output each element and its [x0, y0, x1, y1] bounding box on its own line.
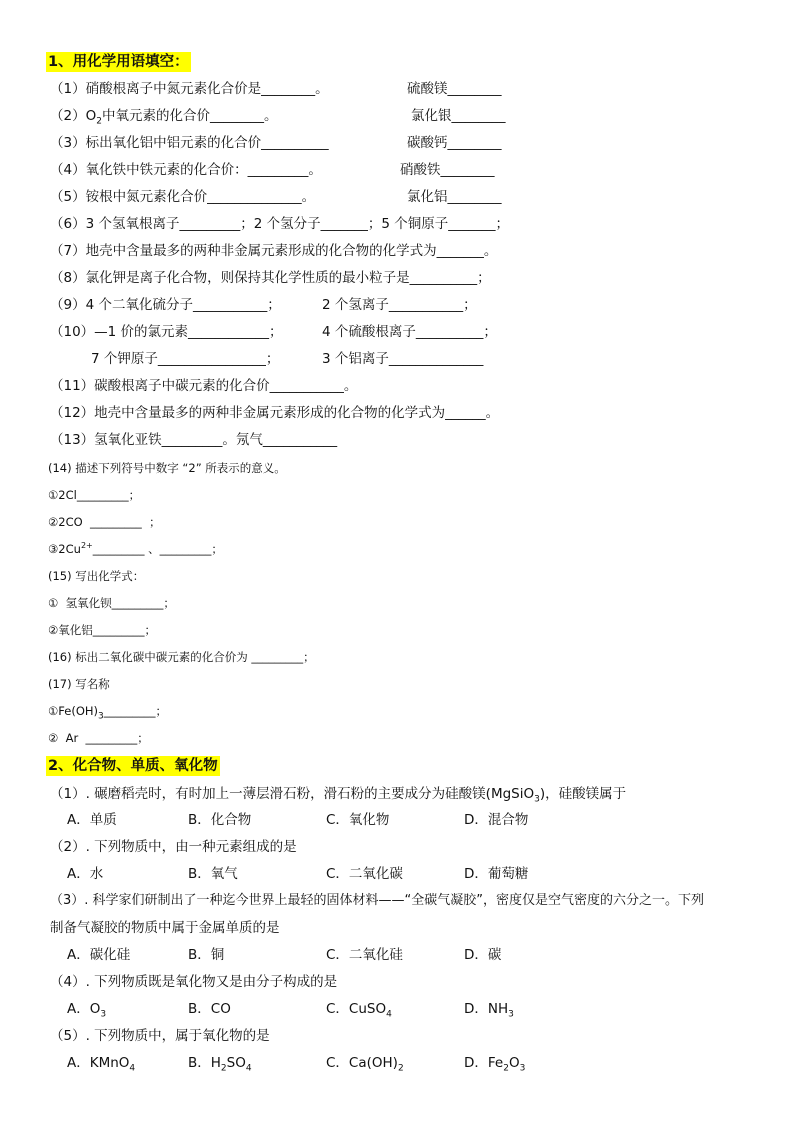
question-tail: _________；: [103, 704, 168, 718]
formula: C．CuSO: [326, 1001, 387, 1017]
question-row: [0, 919, 794, 941]
question-stem: （1）. 碾磨稻壳时，有时加上一薄层滑石粉，滑石粉的主要成分为硅酸镁(MgSiO: [50, 786, 535, 802]
formula: D．Fe: [464, 1055, 504, 1071]
question-row: [0, 594, 794, 616]
question-row: [0, 459, 794, 481]
options-row: [0, 1000, 794, 1022]
subscript: 3: [100, 1009, 107, 1020]
options-row: [0, 946, 794, 968]
question-text: （5）铵根中氮元素化合价______________。: [50, 189, 316, 205]
formula: ①Fe(OH): [48, 704, 99, 718]
question-row: [0, 1027, 794, 1049]
subscript: 2: [220, 1063, 227, 1074]
formula: C．Ca(OH): [326, 1055, 398, 1071]
subscript: 2: [397, 1063, 404, 1074]
option-d: D．混合物: [464, 812, 529, 828]
question-text: （10）—1 价的氯元素____________；: [50, 324, 283, 340]
option-d: [464, 1000, 514, 1018]
question-row: [0, 973, 794, 995]
subscript: 4: [386, 1009, 392, 1020]
formula: B．H: [188, 1055, 221, 1071]
question-text: (17) 写名称: [48, 677, 110, 691]
question-text: 氯化铝________: [407, 189, 502, 205]
question-text: ①2Cl_________；: [48, 488, 141, 502]
question-text-continued: 制备气凝胶的物质中属于金属单质的是: [50, 920, 280, 936]
subscript: 3: [519, 1063, 526, 1074]
question-row: [0, 404, 794, 426]
question-row: [0, 107, 794, 129]
question-row: [0, 323, 794, 345]
option-c: C．二氧化硅: [326, 947, 403, 963]
question-row: [0, 296, 794, 318]
question-text: （4）氧化铁中铁元素的化合价：_________。: [50, 162, 322, 178]
question-tail: _________ 、_________；: [92, 542, 223, 556]
options-row: [0, 1054, 794, 1076]
question-text: （1）硝酸根离子中氮元素化合价是________。: [50, 81, 329, 97]
question-text: （7）地壳中含量最多的两种非金属元素形成的化合物的化学式为_______。: [50, 243, 498, 259]
option-c: C．氧化物: [326, 812, 390, 828]
question-row: [0, 567, 794, 589]
question-text: ① 氢氧化钡_________；: [48, 596, 175, 610]
option-d: [464, 1054, 525, 1072]
question-text: （5）. 下列物质中，属于氧化物的是: [50, 1028, 270, 1044]
question-text: （8）氯化钾是离子化合物，则保持其化学性质的最小粒子是__________；: [50, 270, 491, 286]
superscript: 2+: [80, 541, 93, 551]
question-row: [0, 134, 794, 156]
section-1-title: 1、用化学用语填空：: [48, 54, 189, 70]
option-a: A．水: [67, 866, 104, 882]
question-text: ②氧化铝_________；: [48, 623, 157, 637]
subscript: 3: [534, 794, 540, 805]
question-row: [0, 675, 794, 697]
option-b: [188, 1054, 252, 1072]
question-row: [0, 702, 794, 724]
options-row: [0, 865, 794, 887]
question-text: （2）. 下列物质中，由一种元素组成的是: [50, 839, 297, 855]
options-row: [0, 811, 794, 833]
section-2-header: [0, 756, 794, 778]
option-a: A．碳化硅: [67, 947, 131, 963]
option-d: D．碳: [464, 947, 502, 963]
section-2-title: 2、化合物、单质、氧化物: [48, 758, 218, 774]
question-text: （6）3 个氢氧根离子_________；2 个氢分子_______；5 个铜原子_______；: [50, 216, 509, 232]
option-b: [188, 1000, 231, 1018]
question-row: [0, 540, 794, 562]
question-text: 硫酸镁________: [407, 81, 502, 97]
formula-tail: O: [508, 1055, 520, 1071]
question-text: （4）. 下列物质既是氧化物又是由分子构成的是: [50, 974, 338, 990]
formula: ③2Cu: [48, 542, 81, 556]
question-row: [0, 892, 794, 914]
question-row: [0, 80, 794, 102]
question-text: （3）. 科学家们研制出了一种迄今世界上最轻的固体材料——“全碳气凝胶”，密度仅是空气密度的六分之一。下列: [50, 893, 705, 908]
question-text: 4 个硫酸根离子__________；: [322, 324, 497, 340]
question-text: [48, 702, 167, 720]
question-text: 碳酸钙________: [407, 135, 502, 151]
question-row: [0, 215, 794, 237]
option-c: [326, 1054, 404, 1072]
question-text: 硝酸铁________: [400, 162, 495, 178]
question-tail: 中氧元素的化合价________。: [101, 108, 278, 124]
option-a: [67, 1054, 135, 1072]
option-b: B．铜: [188, 947, 225, 963]
question-tail: )，硅酸镁属于: [539, 786, 627, 802]
question-row: [0, 621, 794, 643]
subscript: 2: [503, 1063, 509, 1074]
question-row: [0, 838, 794, 860]
formula: A．KMnO: [67, 1055, 130, 1071]
question-text: （12）地壳中含量最多的两种非金属元素形成的化合物的化学式为______。: [50, 405, 500, 421]
option-b: B．氧气: [188, 866, 238, 882]
question-text: 氯化银________: [411, 108, 506, 124]
question-text: （13）氢氧化亚铁_________。氖气___________: [50, 432, 338, 448]
formula: B．CO: [188, 1001, 231, 1017]
subscript: 4: [245, 1063, 252, 1074]
formula-tail: SO: [226, 1055, 246, 1071]
question-row: [0, 729, 794, 751]
option-a: [67, 1000, 106, 1018]
question-text: ②2CO _________ ；: [48, 515, 161, 529]
question-row: [0, 431, 794, 453]
formula: A．O: [67, 1001, 101, 1017]
question-row: [0, 350, 794, 372]
question-text: (14) 描述下列符号中数字 “2” 所表示的意义。: [48, 461, 286, 475]
question-text: (15) 写出化学式：: [48, 569, 145, 583]
question-row: [0, 269, 794, 291]
option-d: D．葡萄糖: [464, 866, 529, 882]
question-text: (16) 标出二氧化碳中碳元素的化合价为 _________；: [48, 650, 315, 664]
question-text: （3）标出氧化铝中铝元素的化合价__________: [50, 135, 329, 151]
subscript: 3: [508, 1009, 514, 1020]
question-row: [0, 188, 794, 210]
option-a: A．单质: [67, 812, 117, 828]
question-text: [50, 785, 626, 803]
question-row: [0, 242, 794, 264]
question-row: [0, 377, 794, 399]
formula: D．NH: [464, 1001, 509, 1017]
question-text: 3 个铝离子______________: [322, 351, 484, 367]
question-text: [50, 107, 277, 125]
section-1-header: [0, 52, 794, 74]
question-row: [0, 486, 794, 508]
question-text: （9）4 个二氧化硫分子___________；: [50, 297, 281, 313]
question-text: ② Ar _________；: [48, 731, 149, 745]
question-row: [0, 648, 794, 670]
option-c: C．二氧化碳: [326, 866, 403, 882]
formula: （2）O: [50, 108, 97, 124]
subscript: 3: [98, 711, 104, 722]
question-text: （11）碳酸根离子中碳元素的化合价___________。: [50, 378, 358, 394]
question-row: [0, 513, 794, 535]
question-row: [0, 785, 794, 807]
option-c: [326, 1000, 392, 1018]
question-text: [48, 540, 223, 558]
subscript: 2: [96, 116, 102, 127]
question-text: 2 个氢离子___________；: [322, 297, 477, 313]
question-text: 7 个钾原子________________；: [91, 351, 280, 367]
subscript: 4: [129, 1063, 136, 1074]
option-b: B．化合物: [188, 812, 252, 828]
question-row: [0, 161, 794, 183]
